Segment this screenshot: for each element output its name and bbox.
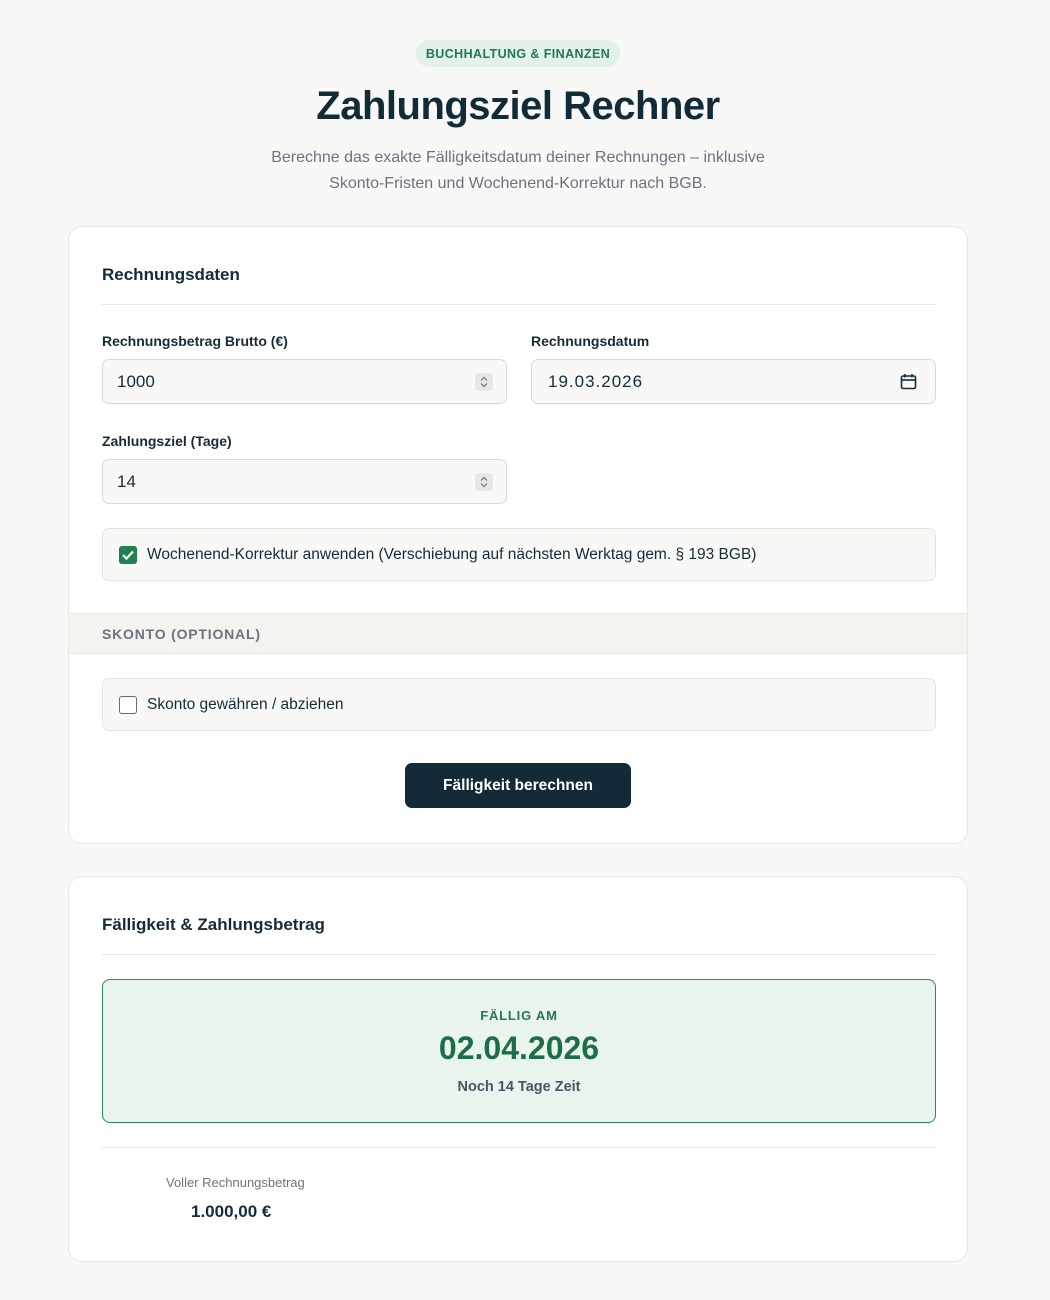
skonto-checkbox[interactable]	[119, 696, 137, 714]
divider	[102, 304, 936, 305]
amount-input[interactable]	[102, 359, 507, 404]
skonto-label: Skonto gewähren / abziehen	[147, 695, 344, 713]
spinner-arrows-icon	[480, 376, 488, 388]
weekend-correction-label: Wochenend-Korrektur anwenden (Verschiebung auf nächsten Werktag gem. § 193 BGB)	[147, 545, 757, 563]
date-input-value: 19.03.2026	[548, 371, 644, 391]
due-date-panel	[102, 979, 936, 1123]
weekend-correction-checkbox[interactable]	[119, 546, 137, 564]
divider	[102, 954, 936, 955]
days-remaining-note: Noch 14 Tage Zeit	[457, 1079, 581, 1095]
due-date-value: 02.04.2026	[438, 1030, 600, 1066]
invoice-data-card	[68, 226, 968, 844]
terms-spinner[interactable]	[475, 473, 493, 491]
subtitle-line-2: Skonto-Fristen und Wochenend-Korrektur nach BGB.	[329, 175, 707, 192]
result-card	[68, 876, 968, 1262]
terms-input[interactable]	[102, 459, 507, 504]
date-input[interactable]	[531, 359, 936, 404]
invoice-section-title: Rechnungsdaten	[102, 265, 240, 284]
weekend-correction-option[interactable]	[102, 528, 936, 581]
page-subtitle	[0, 145, 1036, 197]
full-amount-value: 1.000,00 €	[191, 1202, 272, 1221]
divider	[102, 1147, 936, 1148]
amount-label: Rechnungsbetrag Brutto (€)	[102, 333, 288, 349]
page-title: Zahlungsziel Rechner	[316, 84, 720, 128]
spinner-arrows-icon	[480, 476, 488, 488]
terms-input-value: 14	[117, 471, 136, 491]
calculate-button[interactable]: Fälligkeit berechnen	[405, 763, 631, 808]
amount-spinner[interactable]	[475, 373, 493, 391]
calendar-icon[interactable]	[900, 373, 917, 390]
terms-label: Zahlungsziel (Tage)	[102, 433, 232, 449]
skonto-option[interactable]	[102, 678, 936, 731]
due-label: FÄLLIG AM	[480, 1008, 558, 1023]
subtitle-line-1: Berechne das exakte Fälligkeitsdatum deiner Rechnungen – inklusive	[271, 149, 765, 166]
checkmark-icon	[122, 550, 134, 560]
result-section-title: Fälligkeit & Zahlungsbetrag	[102, 915, 325, 934]
date-label: Rechnungsdatum	[531, 333, 650, 349]
amount-input-value: 1000	[117, 371, 155, 391]
full-amount-label: Voller Rechnungsbetrag	[166, 1175, 305, 1190]
category-badge: BUCHHALTUNG & FINANZEN	[416, 40, 620, 67]
skonto-section-header: SKONTO (OPTIONAL)	[69, 613, 967, 654]
